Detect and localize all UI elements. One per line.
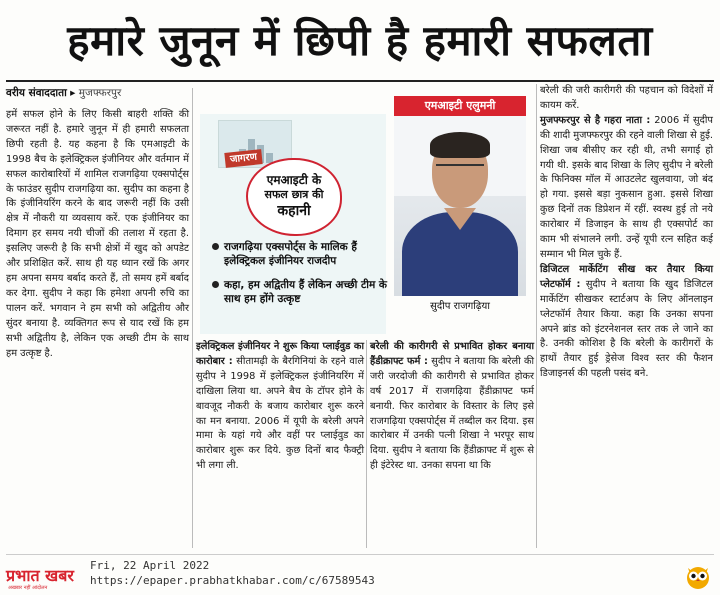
epaper-link[interactable]: https://epaper.prabhatkhabar.com/c/67589543 (90, 574, 375, 587)
photo-caption: सुदीप राजगढ़िया (430, 301, 490, 312)
column-4-intro: बरेली की जरी कारीगरी की पहचान को विदेशों में कायम करें. (540, 85, 713, 111)
column-3-text: सुदीप ने बताया कि बरेली की जरी जरदोजी की कारीगरी से प्रभावित होकर वर्ष 2017 में राजगढ़िया हैंडीक्राफ्ट फर्म बनायी. फिर कारोबार के विस्तार के लिए इसे राजगढ़िया एक्सपोर्ट्स में तब्दील कर दिया. इस कारोबार में उनकी पत्नी शिखा ने भरपूर साथ दिया. सुदीप ने बताया कि हैंडीक्राफ्ट में शुरू से ही इंटेरेस्ट था. उनका सपना था कि (370, 355, 535, 472)
logo-text: जागरण (224, 149, 262, 168)
column-4-text: 2006 में सुदीप की शादी मुजफ्फरपुर की रहने वाली शिखा से हुई. शिखा जब बीसीए कर रही थी, तभी सगाई हो गयी थी. इसके बाद शिखा के लिए सुदीप ने बरेली के फिनिक्स मॉल में आउटलेट खुलवाया, जो बंद हो गया. इससे बड़ा नुकसान हुआ. इससे शिखा कुछ दिनों तक डिप्रेशन में रहीं. स्वस्थ हुई तो नये कारोबार में डिजाइन के साथ ही एक्सपोर्ट का काम भी संभालने लगी. उन्हें यूपी रत्न सहित कई सम्मान भी मिल चुके हैं. (540, 114, 713, 260)
byline-place: मुजफ्फरपुर (78, 87, 122, 99)
byline (6, 86, 121, 100)
article-column-1 (6, 108, 189, 361)
subhead: मुजफ्फरपुर से है गहरा नाता : (540, 114, 651, 126)
highlight-point: कहा, हम अद्वितीय हैं लेकिन अच्छी टीम के साथ हम होंगे उत्कृष्ट (212, 278, 388, 306)
portrait-photo (394, 116, 526, 296)
column-4-text: सुदीप ने बताया कि खुद डिजिटल मार्केटिंग सीखकर स्टार्टअप के लिए ऑनलाइन प्लेटफॉर्म तैयार किया. कहा कि उनका सपना अपने ब्रांड को इंटरनेशनल स्तर तक ले जाने का है. उनकी कोशिश है कि बरेली के कारीगरों के हाथों तैयार हुई ड्रेसेज विश्व स्तर की फैशन डिजाइनर्स की पहली पसंद बने. (540, 278, 713, 380)
highlight-point: राजगढ़िया एक्सपोर्ट्स के मालिक हैं इलेक्ट्रिकल इंजीनियर राजदीप (212, 240, 388, 268)
bullet-icon (212, 243, 219, 250)
column-divider (366, 340, 367, 548)
promo-box (200, 114, 386, 334)
page-headline: हमारे जुनून में छिपी है हमारी सफलता (67, 16, 653, 65)
bubble-line-1: एमआइटी के (266, 173, 322, 187)
highlight-points (212, 240, 388, 316)
bubble-line-2: सफल छात्र की (264, 188, 324, 201)
byline-author: वरीय संवाददाता (6, 87, 67, 99)
column-2-text: सीतामढ़ी के बैरगिनियां के रहने वाले सुदीप ने 1998 में इलेक्ट्रिकल इंजीनियरिंग में दाखिला लिया था. अपने बैच के टॉपर होने के बावजूद नौकरी के बजाय कारोबार शुरू करने का मन बनाया. 2006 में यूपी के बरेली अपने मामा के यहां गये और वहीं पर प्लाईवुड का कारोबार शुरू कर दिये. कुछ दिनों बाद फैक्ट्री भी लगा ली. (196, 355, 364, 472)
article-column-4 (540, 84, 713, 382)
bullet-icon (212, 281, 219, 288)
story-bubble (246, 158, 342, 236)
subhead: बरेली की कारीगरी से प्रभावित होकर बनाया हैंडीक्राफ्ट फर्म : (370, 341, 534, 367)
footer-rule (6, 554, 714, 555)
subhead: इलेक्ट्रिकल इंजीनियर ने शुरू किया प्लाईवुड का कारोबार : (196, 341, 364, 367)
column-1-text: हमें सफल होने के लिए किसी बाहरी शक्ति की जरूरत नहीं है. हमारे जुनून में ही हमारी सफलता छिपी रहती है. यह कहना है कि एमआइटी के 1998 बैच के इलेक्ट्रिकल इंजीनियर और वर्तमान में सफल कारोबारियों में शामिल राजगढ़िया एक्सपोर्ट्स के फाउंडर सुदीप राजगढ़िया का. सुदीप का कहना है कि इंजीनियरिंग करने के बाद जरूरी नहीं कि उसी क्षेत्र में नौकरी या व्यवसाय करें. एक इंजीनियर का दिमाग हर समय नयी चीजों की तलाश में रहता है. इसलिए जरूरी है कि सभी क्षेत्रों में खुद को अपडेट और प्रशिक्षित करें. साथ ही यह ध्यान रखें कि अगर हम अपना समय बर्बाद करते हैं, तो समय हमें बर्बाद कर देगा. सुदीप ने कहा कि हमेशा अपनी रुचि का पालन करें. भगवान ने हम सभी को अद्वितीय और सुंदर बनाया है. व्यक्तिगत रूप से याद रखें कि हम सभी अद्वितीय है, लेकिन एक अच्छी टीम के साथ हम उत्कृष्ट है. (6, 109, 189, 359)
alumni-tag: एमआइटी एलुमनी (394, 96, 526, 116)
article-column-2 (196, 340, 364, 474)
column-divider (192, 88, 193, 548)
article-column-3 (370, 340, 534, 474)
brand-tagline: अखबार नहीं आंदोलन (8, 585, 48, 591)
chevron-right-icon: ▸ (70, 87, 79, 99)
bubble-line-3: कहानी (277, 203, 311, 219)
headline-rule (6, 80, 714, 82)
edition-date: Fri, 22 April 2022 (90, 559, 210, 572)
column-divider (536, 84, 537, 548)
subhead: डिजिटल मार्केटिंग सीख कर तैयार किया प्लेटफॉर्म : (540, 263, 713, 290)
brand-logo: प्रभात खबर (6, 566, 74, 585)
feature-block (196, 90, 532, 336)
owl-icon (684, 562, 712, 590)
